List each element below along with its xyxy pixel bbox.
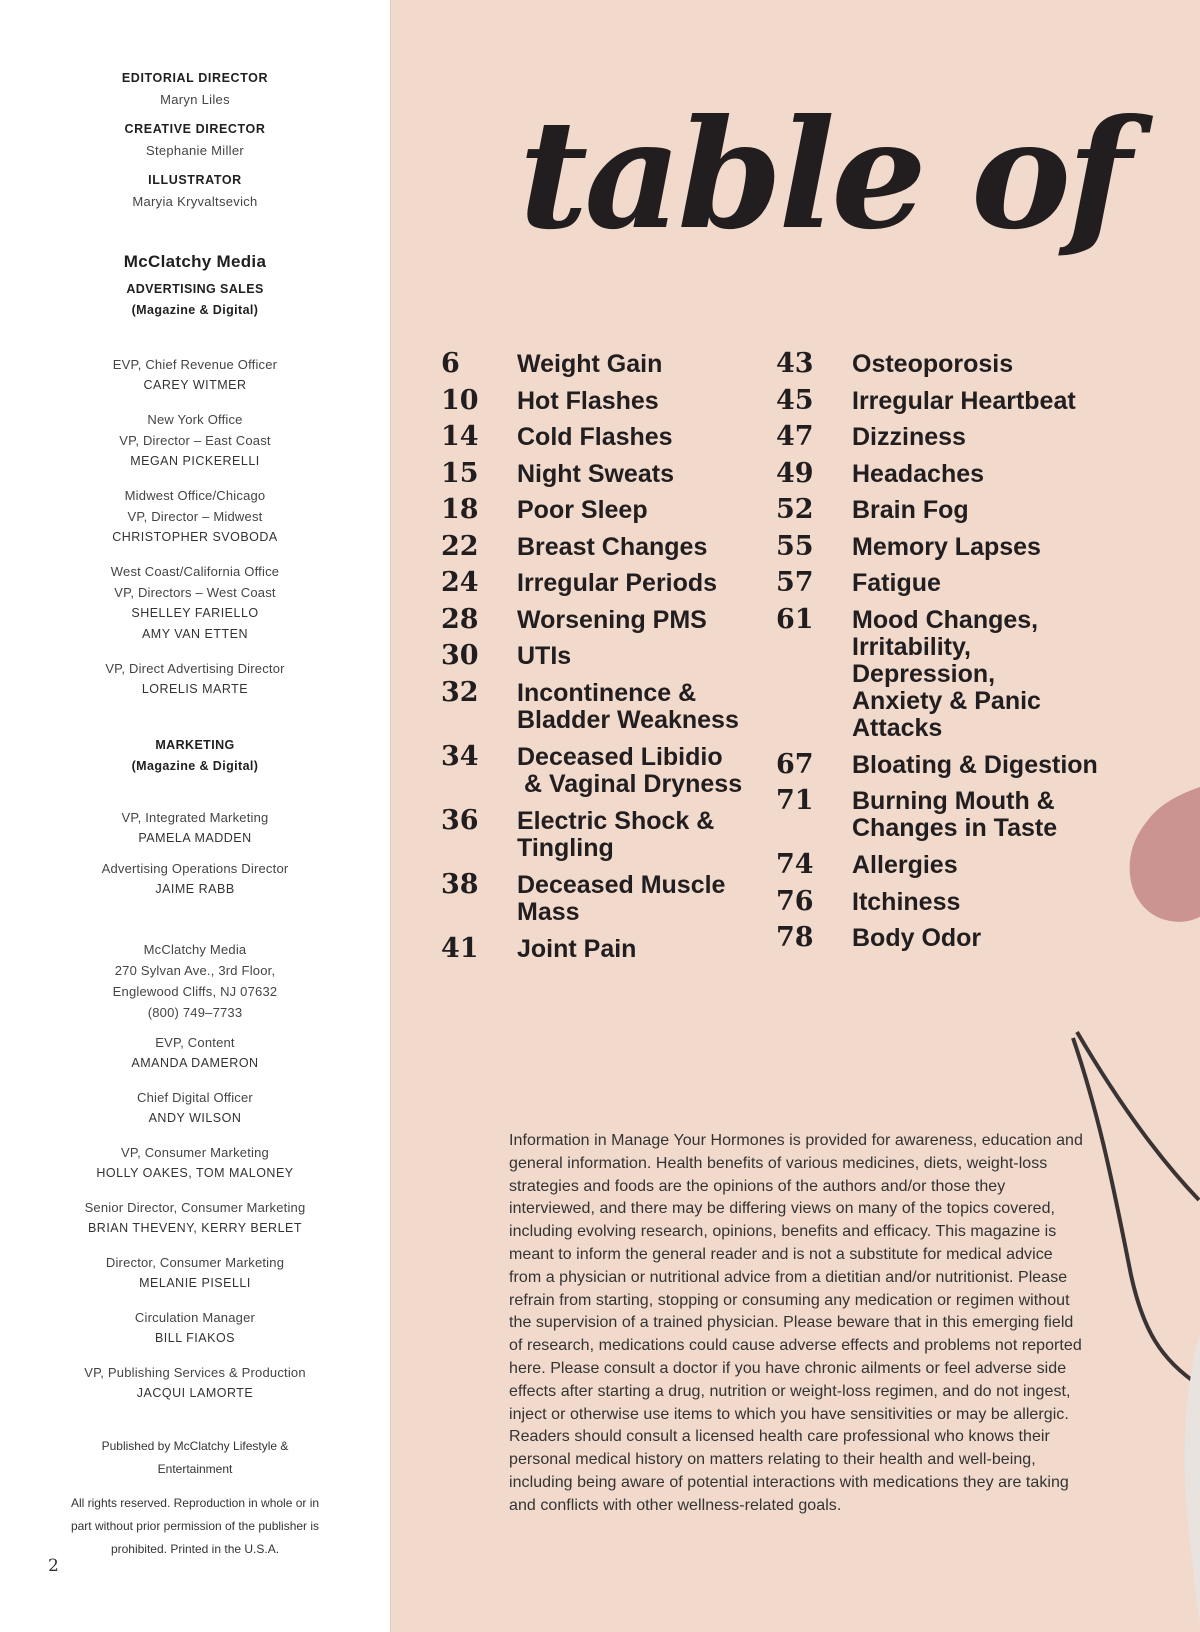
person-name: Maryn Liles [160,92,230,107]
toc-page-number: 10 [441,384,479,416]
address-line: 270 Sylvan Ave., 3rd Floor, [114,963,276,978]
section-title: MARKETING [155,738,235,752]
toc-label-line: Deceased Muscle [517,870,726,899]
toc-entry-label [852,607,1041,742]
toc-page-number: 15 [441,457,479,489]
toc-entry-label [517,570,717,597]
person-name: Maryia Kryvaltsevich [132,194,258,209]
toc-page-number: 55 [776,530,814,562]
toc-label-line: Changes in Taste [852,814,1058,842]
marketing-section-header [0,735,390,777]
person-name: JACQUI LAMORTE [136,1386,254,1400]
toc-page-number: 76 [776,885,814,917]
publisher-line: Entertainment [157,1462,233,1476]
toc-page-number: 49 [776,457,814,489]
organization-name: McClatchy Media [123,252,267,271]
decorative-blob-shape [1126,785,1200,925]
toc-label-line: Worsening PMS [517,605,707,634]
person-name: MEGAN PICKERELLI [130,454,260,468]
toc-label-line: Body Odor [852,924,982,952]
job-title: VP, Director – Midwest [127,509,263,524]
toc-entry-label [852,925,981,952]
section-subtitle: (Magazine & Digital) [131,303,259,317]
toc-label-line: Attacks [852,713,943,742]
toc-label-line: Electric Shock & [517,806,715,835]
person-name: LORELIS MARTE [141,682,249,696]
midwest-office-block [0,485,390,548]
toc-label-line: Irritability, [852,632,972,661]
toc-page-number: 74 [776,849,814,880]
toc-page-number: 36 [441,804,479,836]
toc-entry-label [852,351,1013,378]
ad-operations-block [0,858,390,900]
toc-entry-label [517,497,648,524]
person-name: ANDY WILSON [148,1111,242,1125]
revenue-officer-block [0,354,390,396]
illustrator-block [0,170,390,212]
person-name: MELANIE PISELLI [139,1276,251,1290]
toc-page-number: 52 [776,494,814,525]
rights-note [0,1492,390,1561]
rights-line: All rights reserved. Reproduction in whole or in [70,1496,320,1510]
toc-label-line: & Vaginal Dryness [517,769,743,798]
job-title: Director, Consumer Marketing [105,1255,285,1270]
toc-entry-label [517,461,674,488]
toc-page-number: 32 [441,676,479,708]
toc-entry-label [517,351,662,378]
toc-label-line: Anxiety & Panic [852,686,1041,715]
person-name: AMANDA DAMERON [131,1056,259,1070]
role-title: EDITORIAL DIRECTOR [121,71,269,85]
circulation-block [0,1307,390,1349]
toc-page-number: 67 [776,748,814,780]
toc-entry-label [852,424,966,451]
job-title: VP, Directors – West Coast [114,585,276,600]
toc-entry-label [517,936,636,963]
toc-label-line: Poor Sleep [517,496,648,524]
person-name: PAMELA MADDEN [138,831,252,845]
toc-label-line: Allergies [852,851,958,879]
rights-line: prohibited. Printed in the U.S.A. [110,1542,280,1556]
editorial-director-block [0,68,390,110]
integrated-marketing-block [0,807,390,849]
toc-page-number: 38 [441,868,479,900]
job-title: VP, Integrated Marketing [121,810,269,825]
toc-label-line: Mass [517,897,580,926]
publisher-note [0,1435,390,1481]
toc-page-number: 45 [776,384,814,416]
job-title: Circulation Manager [134,1310,256,1325]
toc-page-number: 30 [441,640,479,671]
address-line: Englewood Cliffs, NJ 07632 [112,984,278,999]
toc-entry-label [852,889,960,916]
publisher-line: Published by McClatchy Lifestyle & [101,1439,289,1453]
toc-label-line: Headaches [852,459,985,488]
toc-label-line: Memory Lapses [852,532,1041,561]
toc-entry-label [852,461,984,488]
toc-label-line: Brain Fog [852,496,969,524]
toc-page-number: 18 [441,494,479,525]
digital-officer-block [0,1087,390,1129]
toc-entry-label [517,808,714,862]
toc-label-line: Breast Changes [517,532,708,561]
toc-page-number: 22 [441,530,479,562]
toc-label-line: Osteoporosis [852,350,1014,378]
job-title: Senior Director, Consumer Marketing [84,1200,306,1215]
toc-entry-label [852,497,969,524]
toc-entry-label [517,534,707,561]
toc-label-line: Night Sweats [517,459,674,488]
toc-page-number: 6 [441,348,460,379]
organization-block [0,251,390,321]
decorative-leaf-outline [1071,1030,1200,1632]
toc-entry-label [517,424,673,451]
toc-label-line: Burning Mouth & [852,787,1055,815]
ny-office-block [0,409,390,472]
westcoast-office-block [0,561,390,645]
page-number: 2 [48,1556,59,1576]
toc-label-line: Itchiness [852,887,961,916]
toc-label-line: Cold Flashes [517,423,673,451]
toc-entry-label [517,744,742,798]
person-name: CAREY WITMER [143,378,247,392]
consumer-director-block [0,1252,390,1294]
toc-page-number: 47 [776,421,814,452]
toc-page-number: 14 [441,421,479,452]
toc-entry-label [852,570,941,597]
senior-director-block [0,1197,390,1239]
job-title: Chief Digital Officer [137,1090,253,1105]
toc-entry-label [852,788,1057,842]
toc-page-number: 61 [776,603,814,635]
direct-advertising-block [0,658,390,700]
toc-label-line: Mood Changes, [852,605,1039,634]
page-heading: table of [519,87,1128,263]
toc-entry-label [517,872,725,926]
toc-label-line: Bladder Weakness [517,705,739,734]
job-title: VP, Consumer Marketing [121,1145,269,1160]
toc-label-line: UTIs [517,642,572,670]
toc-label-line: Tingling [517,833,614,862]
toc-page-number: 57 [776,567,814,598]
toc-label-line: Weight Gain [517,350,663,378]
toc-page-number: 43 [776,348,814,379]
toc-label-line: Bloating & Digestion [852,750,1098,779]
job-title: VP, Direct Advertising Director [105,661,285,676]
person-name: BILL FIAKOS [154,1331,236,1345]
toc-label-line: Hot Flashes [517,386,659,415]
toc-label-line: Irregular Periods [517,569,718,597]
toc-entry-label [517,680,739,734]
role-title: ILLUSTRATOR [148,173,242,187]
address-block [0,939,390,1023]
person-name: CHRISTOPHER SVOBODA [112,530,278,544]
section-subtitle: (Magazine & Digital) [131,759,259,773]
toc-label-line: Dizziness [852,423,966,451]
toc-page-number: 24 [441,567,479,598]
job-title: VP, Publishing Services & Production [84,1365,306,1380]
person-name: SHELLEY FARIELLO [131,606,259,620]
toc-label-line: Joint Pain [517,934,637,963]
office-name: Midwest Office/Chicago [124,488,266,503]
toc-label-line: Deceased Libidio [517,742,723,771]
content-block [0,1032,390,1074]
toc-entry-label [517,643,571,670]
person-name: BRIAN THEVENY, KERRY BERLET [87,1221,303,1235]
toc-entry-label [517,388,659,415]
toc-page-number: 71 [776,785,814,816]
office-name: West Coast/California Office [110,564,280,579]
toc-page-number: 78 [776,922,814,953]
job-title: EVP, Chief Revenue Officer [112,357,278,372]
toc-label-line: Fatigue [852,569,941,597]
toc-entry-label [852,752,1098,779]
phone-number: (800) 749–7733 [147,1005,243,1020]
person-name: Stephanie Miller [145,143,244,158]
rights-line: part without prior permission of the publisher is [70,1519,320,1533]
consumer-marketing-block [0,1142,390,1184]
toc-label-line: Depression, [852,659,996,688]
toc-page-number: 34 [441,740,479,772]
toc-entry-label [517,607,707,634]
toc-entry-label [852,852,958,879]
masthead-column [0,0,390,1632]
contents-panel [390,0,1200,1632]
toc-entry-label [852,534,1041,561]
toc-page-number: 41 [441,932,479,964]
creative-director-block [0,119,390,161]
toc-page-number: 28 [441,603,479,635]
toc-label-line: Incontinence & [517,678,697,707]
disclaimer-text: Information in Manage Your Hormones is provided for awareness, education and general information. Health benefits of various medicines, diets, weight-loss strategies and foods are the opinions of the authors and/or those they interviewed, and there may be differing views on many of the topics covered, including evolving research, opinions, benefits and efficacy. This magazine is meant to inform the general reader and is not a substitute for medical advice from a physician or nutritional advice from a dietitian and/or nutritionist. Please refrain from starting, stopping or consuming any medication or regimen without the supervision of a trained physician. Please beware that in this emerging field of research, medications could cause adverse effects and problems not reported here. Please consult a doctor if you have chronic ailments or feel adverse side effects after starting a drug, nutrition or weight-loss regimen, and do not ingest, inject or otherwise use items to which you have sensitivities or may be allergic. Readers should consult a licensed health care professional who knows their personal medical history on matters relating to their health and well-being, including being aware of potential interactions with medications they are taking and conflicts with other wellness-related goals. [509,1132,1083,1514]
toc-label-line: Irregular Heartbeat [852,386,1076,415]
person-name: JAIME RABB [155,882,235,896]
section-title: ADVERTISING SALES [126,282,264,296]
job-title: EVP, Content [155,1035,235,1050]
toc-entry-label [852,388,1076,415]
role-title: CREATIVE DIRECTOR [124,122,266,136]
address-line: McClatchy Media [143,942,247,957]
person-name: AMY VAN ETTEN [141,627,249,641]
person-name: HOLLY OAKES, TOM MALONEY [96,1166,294,1180]
job-title: VP, Director – East Coast [119,433,271,448]
office-name: New York Office [147,412,243,427]
job-title: Advertising Operations Director [101,861,289,876]
publishing-services-block [0,1362,390,1404]
